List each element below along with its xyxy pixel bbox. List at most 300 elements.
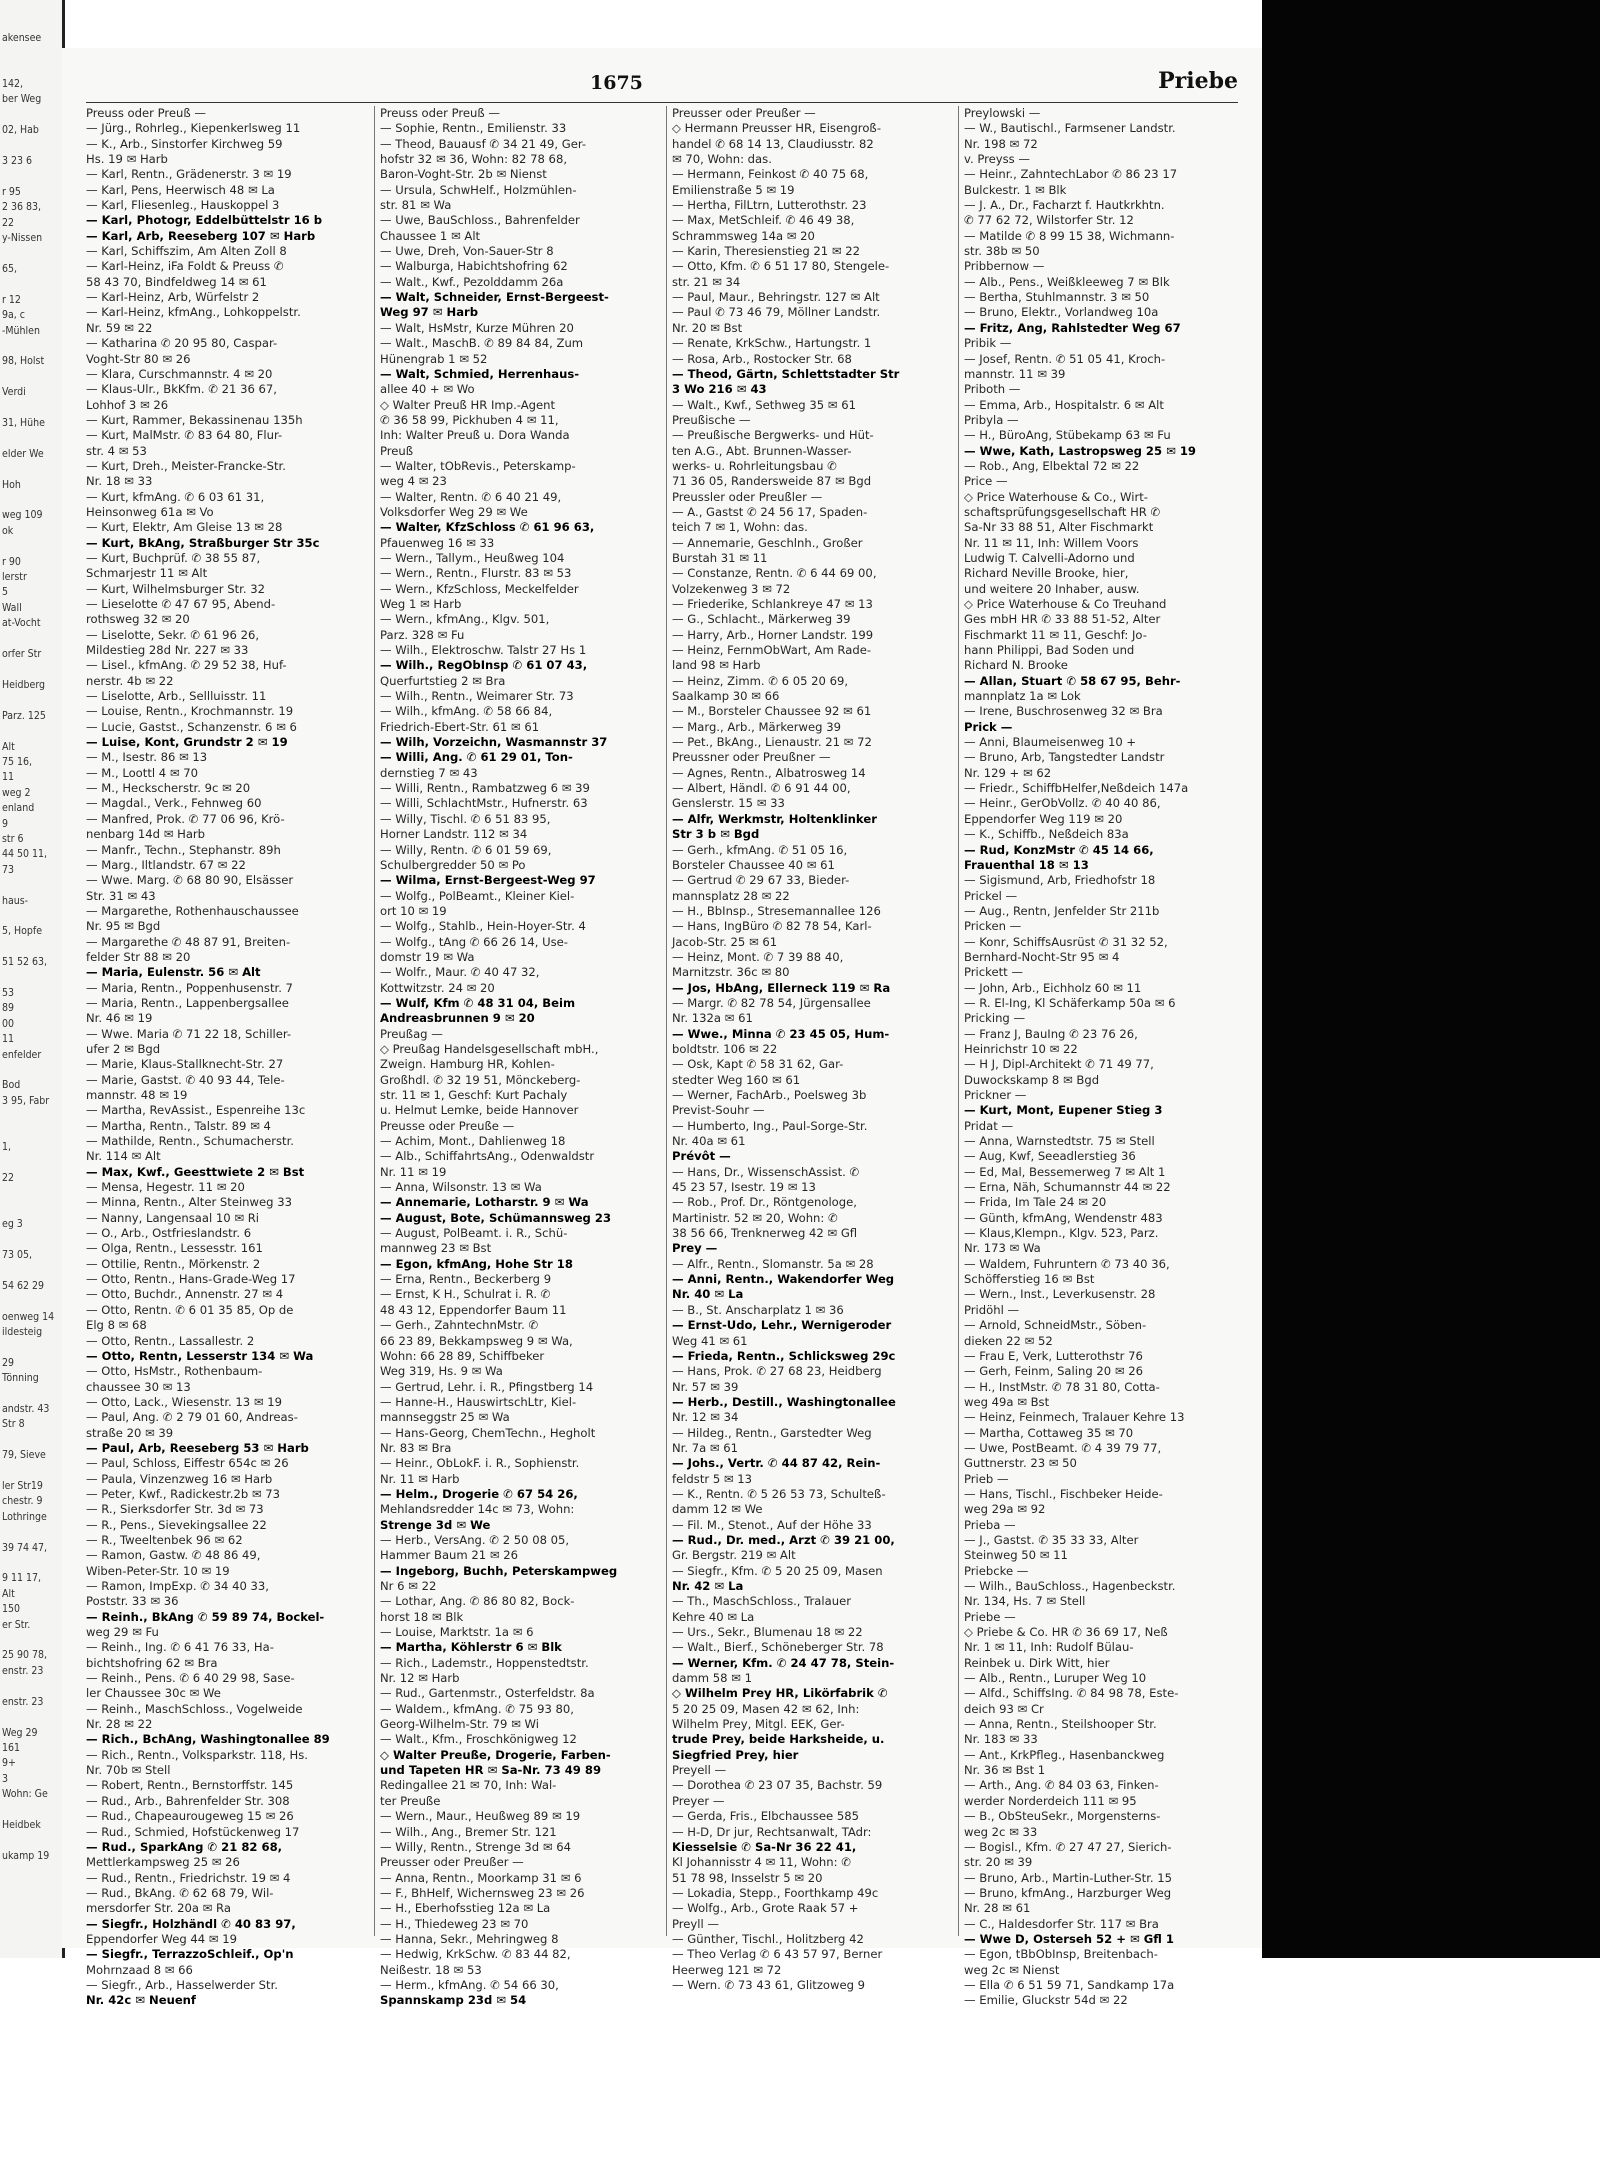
- directory-entry-line: — Walt., Bierf., Schöneberger Str. 78: [672, 1640, 884, 1655]
- directory-entry-line: — Frida, Im Tale 24 ✉ 20: [964, 1195, 1107, 1210]
- left-edge-fragment: y-Nissen: [2, 232, 43, 245]
- left-edge-fragment: -Mühlen: [2, 324, 40, 337]
- left-edge-fragment: 75 16,: [2, 755, 33, 768]
- directory-entry-line: ✉ 70, Wohn: das.: [672, 152, 772, 167]
- directory-entry-line: Schmarjestr 11 ✉ Alt: [86, 566, 208, 581]
- directory-entry-line: mannstr. 11 ✉ 39: [964, 366, 1066, 381]
- directory-entry-line: Kl Johannisstr 4 ✉ 11, Wohn: ✆: [672, 1855, 851, 1870]
- directory-entry-line: Preylowski —: [964, 106, 1041, 120]
- directory-entry-line: Hs. 19 ✉ Harb: [86, 152, 168, 167]
- directory-entry-line: mersdorfer Str. 20a ✉ Ra: [86, 1901, 231, 1916]
- directory-entry-line: — Egon, kfmAng, Hohe Str 18: [380, 1256, 573, 1271]
- directory-entry-line: — Lokadia, Stepp., Foorthkamp 49c: [672, 1885, 879, 1900]
- directory-entry-line: — Bruno, Elektr., Vorlandweg 10a: [964, 305, 1159, 320]
- directory-entry-line: Horner Landstr. 112 ✉ 34: [380, 827, 528, 842]
- directory-entry-line: Nr. 42 ✉ La: [672, 1579, 744, 1593]
- directory-entry-line: — Ingeborg, Buchh, Peterskampweg: [380, 1563, 618, 1578]
- directory-entry-line: — Willi, Ang. ✆ 61 29 01, Ton-: [380, 750, 573, 765]
- left-edge-fragment: [0, 1710, 62, 1725]
- left-edge-fragment: enstr. 23: [2, 1664, 44, 1677]
- directory-entry-line: — Franz J, BauIng ✆ 23 76 26,: [964, 1026, 1138, 1041]
- directory-entry-line: Nr. 18 ✉ 33: [86, 474, 153, 489]
- directory-entry-line: land 98 ✉ Harb: [672, 658, 761, 673]
- directory-entry-line: — Wolfg., PolBeamt., Kleiner Kiel-: [380, 888, 575, 903]
- directory-entry-line: — Jürg., Rohrleg., Kiepenkerlsweg 11: [86, 121, 301, 136]
- directory-entry-line: — Otto, Rentn, Lesserstr 134 ✉ Wa: [86, 1348, 314, 1363]
- directory-entry-line: — Friedr., SchiffbHelfer,Neßdeich 147a: [964, 781, 1189, 796]
- column-4: [964, 106, 1244, 2008]
- directory-entry-line: — Otto, Lack., Wiesenstr. 13 ✉ 19: [86, 1394, 283, 1409]
- directory-entry-line: — Ed, Mal, Bessemerweg 7 ✉ Alt 1: [964, 1164, 1166, 1179]
- directory-entry-line: Pridat —: [964, 1118, 1014, 1133]
- directory-entry-line: — Wulf, Kfm ✆ 48 31 04, Beim: [380, 995, 576, 1010]
- directory-entry-line: — Klaus-Ulr., BkKfm. ✆ 21 36 67,: [86, 382, 277, 397]
- left-edge-fragment: Heidberg: [2, 678, 46, 691]
- directory-entry-line: — Agnes, Rentn., Albatrosweg 14: [672, 765, 866, 780]
- left-edge-fragment: Str 8: [2, 1418, 25, 1431]
- directory-entry-line: werder Norderdeich 111 ✉ 95: [964, 1793, 1137, 1808]
- directory-entry-line: — Wolfg., Stahlb., Hein-Hoyer-Str. 4: [380, 919, 586, 934]
- directory-entry-line: — R., Tweeltenbek 96 ✉ 62: [86, 1532, 243, 1547]
- directory-entry-line: Zweign. Hamburg HR, Kohlen-: [380, 1057, 555, 1072]
- directory-entry-line: — Maria, Rentn., Poppenhusenstr. 7: [86, 980, 293, 995]
- directory-entry-line: — Nanny, Langensaal 10 ✉ Ri: [86, 1210, 260, 1225]
- directory-entry-line: 66 23 89, Bekkampsweg 9 ✉ Wa,: [380, 1333, 573, 1348]
- directory-entry-line: — Hanne-H., HauswirtschLtr, Kiel-: [380, 1394, 577, 1409]
- directory-entry-line: — Otto, Kfm. ✆ 6 51 17 80, Stengele-: [672, 259, 890, 274]
- directory-entry-line: — Bruno, Arb, Tangstedter Landstr: [964, 750, 1165, 765]
- directory-entry-line: Preußische —: [672, 412, 751, 427]
- directory-entry-line: — Johs., Vertr. ✆ 44 87 42, Rein-: [672, 1456, 881, 1471]
- directory-entry-line: — Rich., BchAng, Washingtonallee 89: [86, 1732, 330, 1747]
- directory-entry-line: — Heinr., ZahntechLabor ✆ 86 23 17: [964, 167, 1178, 182]
- directory-entry-line: Siegfried Prey, hier: [672, 1747, 799, 1762]
- left-edge-fragment: ukamp 19: [2, 1849, 50, 1862]
- directory-entry-line: — Humberto, Ing., Paul-Sorge-Str.: [672, 1118, 868, 1133]
- left-edge-fragment: Alt: [2, 740, 15, 753]
- directory-entry-line: — Ella ✆ 6 51 59 71, Sandkamp 17a: [964, 1977, 1175, 1992]
- directory-entry-line: — Helm., Drogerie ✆ 67 54 26,: [380, 1486, 578, 1501]
- left-edge-fragment: Tönning: [2, 1372, 39, 1385]
- directory-entry-line: — Karl, Fliesenleg., Hauskoppel 3: [86, 198, 280, 213]
- directory-entry-line: — Walburga, Habichtshofring 62: [380, 259, 568, 274]
- directory-entry-line: Baron-Voght-Str. 2b ✉ Nienst: [380, 167, 547, 182]
- left-edge-fragment: Heidbek: [2, 1818, 41, 1831]
- directory-entry-line: 58 43 70, Bindfeldweg 14 ✉ 61: [86, 274, 267, 289]
- directory-entry-line: Heinrichstr 10 ✉ 22: [964, 1041, 1078, 1056]
- left-edge-fragment: [0, 1263, 62, 1278]
- directory-entry-line: — Aug, Kwf, Seeadlerstieg 36: [964, 1149, 1136, 1164]
- directory-entry-line: — J. A., Dr., Facharzt f. Hautkrkhtn.: [964, 198, 1165, 213]
- directory-entry-line: mannsplatz 28 ✉ 22: [672, 888, 790, 903]
- directory-entry-line: Bernhard-Nocht-Str 95 ✉ 4: [964, 949, 1120, 964]
- directory-entry-line: Lohhof 3 ✉ 26: [86, 397, 169, 412]
- directory-entry-line: Nr. 36 ✉ Bst 1: [964, 1763, 1046, 1778]
- left-edge-fragment: 9+: [2, 1757, 16, 1770]
- directory-entry-line: ✆ 36 58 99, Pickhuben 4 ✉ 11,: [380, 412, 559, 427]
- directory-entry-line: — Wolfg., Arb., Grote Raak 57 +: [672, 1901, 859, 1916]
- directory-entry-line: — O., Arb., Ostfrieslandstr. 6: [86, 1226, 252, 1241]
- directory-entry-line: domstr 19 ✉ Wa: [380, 949, 475, 964]
- directory-entry-line: hofstr 32 ✉ 36, Wohn: 82 78 68,: [380, 152, 567, 167]
- directory-entry-line: Inh: Walter Preuß u. Dora Wanda: [380, 428, 570, 443]
- directory-entry-line: Nr. 83 ✉ Bra: [380, 1440, 452, 1455]
- left-edge-fragment: enstr. 23: [2, 1695, 44, 1708]
- left-edge-fragment: eg 3: [2, 1218, 23, 1231]
- left-edge-fragment: [0, 878, 62, 893]
- directory-entry-line: — Ramon, Gastw. ✆ 48 86 49,: [86, 1548, 261, 1563]
- directory-entry-line: Volksdorfer Weg 29 ✉ We: [380, 504, 528, 519]
- directory-entry-line: — Wern. ✆ 73 43 61, Glitzoweg 9: [672, 1977, 866, 1992]
- directory-entry-line: — M., Borsteler Chaussee 92 ✉ 61: [672, 704, 872, 719]
- left-edge-fragment: [0, 339, 62, 354]
- directory-entry-line: — Preußische Bergwerks- und Hüt-: [672, 428, 874, 443]
- directory-entry-line: — Irene, Buschrosenweg 32 ✉ Bra: [964, 704, 1163, 719]
- left-edge-fragment: 44 50 11,: [2, 848, 48, 861]
- directory-entry-line: — Uwe, Dreh, Von-Sauer-Str 8: [380, 244, 554, 259]
- directory-entry-line: — Rud., Arb., Bahrenfelder Str. 308: [86, 1793, 290, 1808]
- directory-entry-line: Mettlerkampsweg 25 ✉ 26: [86, 1855, 240, 1870]
- directory-entry-line: horst 18 ✉ Blk: [380, 1609, 464, 1624]
- directory-entry-line: — Wilma, Ernst-Bergeest-Weg 97: [380, 873, 596, 888]
- directory-entry-line: Strenge 3d ✉ We: [380, 1517, 491, 1532]
- left-edge-fragment: 79, Sieve: [2, 1449, 46, 1462]
- directory-entry-line: — Rud., Chapeaurougeweg 15 ✉ 26: [86, 1809, 294, 1824]
- directory-entry-line: — Ursula, SchwHelf., Holzmühlen-: [380, 182, 577, 197]
- left-edge-fragment: [0, 277, 62, 292]
- directory-entry-line: — Robert, Rentn., Bernstorffstr. 145: [86, 1778, 294, 1793]
- directory-entry-line: — Rich., Rentn., Volksparkstr. 118, Hs.: [86, 1747, 308, 1762]
- directory-entry-line: — Anna, Warnstedtstr. 75 ✉ Stell: [964, 1134, 1155, 1149]
- directory-entry-line: — Fritz, Ang, Rahlstedter Weg 67: [964, 320, 1181, 335]
- directory-entry-line: — Albert, Händl. ✆ 6 91 44 00,: [672, 781, 851, 796]
- directory-entry-line: — Hildeg., Rentn., Garstedter Weg: [672, 1425, 872, 1440]
- directory-entry-line: Preußag —: [380, 1026, 443, 1041]
- directory-entry-line: Querfurtstieg 2 ✉ Bra: [380, 673, 506, 688]
- page-header: [62, 58, 1262, 98]
- directory-entry-line: — Rosa, Arb., Rostocker Str. 68: [672, 351, 852, 366]
- left-edge-fragment: [0, 1340, 62, 1355]
- left-edge-fragment: ok: [2, 524, 14, 537]
- directory-entry-line: — Allan, Stuart ✆ 58 67 95, Behr-: [964, 673, 1181, 688]
- directory-entry-line: Redingallee 21 ✉ 70, Inh: Wal-: [380, 1778, 557, 1793]
- directory-entry-line: — Wern., KfzSchloss, Meckelfelder: [380, 581, 579, 596]
- directory-entry-line: Weg 41 ✉ 61: [672, 1333, 748, 1348]
- directory-entry-line: — Sophie, Rentn., Emilienstr. 33: [380, 121, 567, 136]
- directory-entry-line: — Frau E, Verk, Lutterothstr 76: [964, 1348, 1143, 1363]
- column-divider: [958, 106, 959, 1936]
- directory-entry-line: — Theod, Gärtn, Schlettstadter Str: [672, 366, 900, 381]
- directory-entry-line: — Urs., Sekr., Blumenau 18 ✉ 22: [672, 1625, 863, 1640]
- directory-entry-line: — Willy, Rentn., Strenge 3d ✉ 64: [380, 1839, 571, 1854]
- left-edge-fragment: [0, 0, 62, 15]
- directory-entry-line: Pridöhl —: [964, 1302, 1020, 1317]
- directory-entry-line: Wohn: 66 28 89, Schiffbeker: [380, 1348, 545, 1363]
- directory-entry-line: werks- u. Rohrleitungsbau ✆: [672, 458, 837, 473]
- scan-margin-bottom: [1262, 1958, 1600, 2177]
- left-edge-fragment: ildesteig: [2, 1325, 43, 1338]
- directory-entry-line: Preussler oder Preußler —: [672, 489, 823, 504]
- directory-entry-line: — Wilh., BauSchloss., Hagenbeckstr.: [964, 1579, 1176, 1593]
- header-rule: [86, 102, 1238, 103]
- directory-entry-line: — Herb., Destill., Washingtonallee: [672, 1394, 896, 1409]
- left-edge-fragment: elder We: [2, 447, 44, 460]
- left-edge-fragment: 9a, c: [2, 309, 25, 322]
- directory-entry-line: Chaussee 1 ✉ Alt: [380, 228, 481, 243]
- left-page-edge: [0, 0, 65, 1958]
- directory-entry-line: Eppendorfer Weg 44 ✉ 19: [86, 1931, 237, 1946]
- left-edge-fragment: ler Str19: [2, 1480, 43, 1492]
- left-edge-fragment: 25 90 78,: [2, 1649, 48, 1662]
- directory-entry-line: Nr. 20 ✉ Bst: [672, 320, 743, 335]
- directory-entry-line: Andreasbrunnen 9 ✉ 20: [380, 1011, 535, 1026]
- directory-entry-line: — Manfred, Prok. ✆ 77 06 96, Krö-: [86, 811, 285, 826]
- directory-entry-line: ufer 2 ✉ Bgd: [86, 1041, 161, 1056]
- directory-entry-line: — Gerda, Fris., Elbchaussee 585: [672, 1809, 859, 1824]
- directory-entry-line: — Bertha, Stuhlmannstr. 3 ✉ 50: [964, 290, 1150, 305]
- left-edge-fragment: [0, 940, 62, 955]
- left-edge-fragment: er Str.: [2, 1618, 31, 1631]
- left-edge-fragment: 22: [2, 216, 15, 229]
- directory-entry-line: — Kurt, MalMstr. ✆ 83 64 80, Flur-: [86, 428, 283, 443]
- directory-entry-line: Price —: [964, 474, 1008, 489]
- directory-entry-line: — Liselotte, Arb., Sellluisstr. 11: [86, 689, 267, 704]
- directory-entry-line: — Karin, Theresienstieg 21 ✉ 22: [672, 244, 861, 259]
- directory-entry-line: Ges mbH HR ✆ 33 88 51-52, Alter: [964, 612, 1161, 627]
- directory-entry-line: Prickett —: [964, 965, 1023, 980]
- directory-entry-line: — Harry, Arb., Horner Landstr. 199: [672, 627, 874, 642]
- directory-entry-line: Reinbek u. Dirk Witt, hier: [964, 1655, 1110, 1670]
- directory-entry-line: — Paul, Ang. ✆ 2 79 01 60, Andreas-: [86, 1410, 298, 1425]
- directory-entry-line: str. 4 ✉ 53: [86, 443, 147, 458]
- left-edge-fragment: [0, 1109, 62, 1124]
- left-edge-fragment: [0, 539, 62, 554]
- left-edge-fragment: r 12: [2, 293, 21, 306]
- directory-entry-line: — Emilie, Gluckstr 54d ✉ 22: [964, 1993, 1128, 2008]
- left-edge-fragment: [0, 1433, 62, 1448]
- directory-entry-line: — Arth., Ang. ✆ 84 03 63, Finken-: [964, 1778, 1159, 1793]
- directory-entry-line: — Bruno, kfmAng., Harzburger Weg: [964, 1885, 1172, 1900]
- directory-entry-line: — Günth, kfmAng, Wendenstr 483: [964, 1210, 1163, 1225]
- directory-entry-line: Wilhelm Prey, Mitgl. EEK, Ger-: [672, 1717, 845, 1732]
- directory-entry-line: mannseggstr 25 ✉ Wa: [380, 1410, 510, 1425]
- directory-entry-line: Pricking —: [964, 1011, 1026, 1026]
- directory-entry-line: — Marie, Klaus-Stallknecht-Str. 27: [86, 1057, 284, 1072]
- directory-entry-line: — Kurt, kfmAng. ✆ 6 03 61 31,: [86, 489, 265, 504]
- left-edge-fragment: 3: [2, 1772, 9, 1785]
- directory-entry-line: — Waldem., kfmAng. ✆ 75 93 80,: [380, 1701, 574, 1716]
- directory-entry-line: Schrammsweg 14a ✉ 20: [672, 228, 815, 243]
- directory-entry-line: — Walt, Schneider, Ernst-Bergeest-: [380, 290, 609, 305]
- left-edge-fragment: [0, 62, 62, 77]
- directory-entry-line: Pfauenweg 16 ✉ 33: [380, 535, 495, 550]
- directory-entry-line: ◇ Walter Preuß HR Imp.-Agent: [380, 397, 556, 412]
- left-edge-fragment: Hoh: [2, 478, 21, 491]
- directory-entry-line: schaftsprüfungsgesellschaft HR ✆: [964, 504, 1161, 519]
- left-edge-fragment: 1,: [2, 1141, 12, 1154]
- directory-entry-line: — Walt, Schmied, Herrenhaus-: [380, 366, 580, 381]
- directory-entry-line: Weg 97 ✉ Harb: [380, 305, 479, 320]
- left-edge-fragment: [0, 1202, 62, 1217]
- directory-entry-line: — J., Gastst. ✆ 35 33 33, Alter: [964, 1532, 1139, 1547]
- left-edge-fragment: 142,: [2, 78, 24, 91]
- directory-entry-line: Heinsonweg 61a ✉ Vo: [86, 504, 214, 519]
- directory-entry-line: — Ant., KrkPfleg., Hasenbanckweg: [964, 1747, 1165, 1762]
- directory-entry-line: Pribyla —: [964, 412, 1019, 427]
- directory-entry-line: Burstah 31 ✉ 11: [672, 550, 768, 565]
- directory-entry-line: weg 2c ✉ 33: [964, 1824, 1038, 1839]
- directory-entry-line: — C., Haldesdorfer Str. 117 ✉ Bra: [964, 1916, 1159, 1931]
- directory-entry-line: — Wern., Rentn., Flurstr. 83 ✉ 53: [380, 566, 572, 581]
- directory-entry-line: — Otto, Rentn., Lassallestr. 2: [86, 1333, 255, 1348]
- left-edge-fragment: Bod: [2, 1079, 21, 1092]
- left-edge-fragment: 53: [2, 987, 15, 999]
- directory-entry-line: — Herb., VersAng. ✆ 2 50 08 05,: [380, 1532, 570, 1547]
- directory-entry-line: — Bogisl., Kfm. ✆ 27 47 27, Sierich-: [964, 1839, 1172, 1854]
- directory-entry-line: — Liselotte, Sekr. ✆ 61 96 26,: [86, 627, 260, 642]
- directory-entry-line: str. 21 ✉ 34: [672, 274, 741, 289]
- directory-entry-line: Guttnerstr. 23 ✉ 50: [964, 1456, 1077, 1471]
- left-edge-fragment: 3 95, Fabr: [2, 1094, 50, 1107]
- directory-entry-line: 38 56 66, Trenknerweg 42 ✉ Gfl: [672, 1226, 858, 1241]
- directory-entry-line: Pricken —: [964, 919, 1022, 934]
- left-edge-fragment: [0, 247, 62, 262]
- left-edge-fragment: 11: [2, 771, 15, 784]
- directory-entry-line: — Manfr., Techn., Stephanstr. 89h: [86, 842, 281, 857]
- directory-entry-line: Nr. 70b ✉ Stell: [86, 1763, 171, 1778]
- directory-entry-line: Volzekenweg 3 ✉ 72: [672, 581, 791, 596]
- directory-entry-line: — H-D, Dr jur, Rechtsanwalt, TAdr:: [672, 1824, 872, 1839]
- directory-entry-line: — Reinh., MaschSchloss., Vogelweide: [86, 1701, 303, 1716]
- left-edge-fragment: 73: [2, 863, 15, 876]
- left-edge-fragment: [0, 632, 62, 647]
- left-edge-fragment: 89: [2, 1002, 15, 1015]
- directory-entry-line: — Rud., Dr. med., Arzt ✆ 39 21 00,: [672, 1532, 895, 1547]
- directory-entry-line: — Willi, Rentn., Rambatzweg 6 ✉ 39: [380, 781, 590, 796]
- directory-entry-line: Preuss oder Preuß —: [380, 106, 500, 120]
- directory-entry-line: rothsweg 32 ✉ 20: [86, 612, 190, 627]
- directory-entry-line: Richard Neville Brooke, hier,: [964, 566, 1129, 581]
- directory-entry-line: Prickel —: [964, 888, 1018, 903]
- page-number: 1675: [590, 72, 643, 94]
- directory-entry-line: — Anni, Rentn., Wakendorfer Weg: [672, 1272, 895, 1287]
- directory-entry-line: — Karl-Heinz, Arb, Würfelstr 2: [86, 290, 260, 305]
- directory-entry-line: — Lieselotte ✆ 47 67 95, Abend-: [86, 597, 276, 611]
- directory-entry-line: dernstieg 7 ✉ 43: [380, 765, 478, 780]
- directory-entry-line: Emilienstraße 5 ✉ 19: [672, 182, 795, 197]
- left-edge-fragment: 00: [2, 1017, 15, 1030]
- directory-entry-line: — Wern., kfmAng., Klgv. 501,: [380, 612, 550, 627]
- directory-page: [62, 48, 1262, 2008]
- left-edge-fragment: [0, 139, 62, 154]
- directory-entry-line: — August, PolBeamt. i. R., Schü-: [380, 1226, 568, 1241]
- directory-entry-line: — Paul, Schloss, Eiffestr 654c ✉ 26: [86, 1456, 289, 1471]
- directory-entry-line: — Achim, Mont., Dahlienweg 18: [380, 1134, 566, 1149]
- directory-entry-line: — Marg., Arb., Märkerweg 39: [672, 719, 841, 734]
- directory-entry-line: — Herm., kfmAng. ✆ 54 66 30,: [380, 1977, 559, 1992]
- directory-entry-line: Nr. 42c ✉ Neuenf: [86, 1993, 196, 2008]
- left-edge-fragment: [0, 401, 62, 416]
- left-edge-fragment: Alt: [2, 1587, 15, 1600]
- directory-entry-line: — Wern., Tallym., Heußweg 104: [380, 550, 565, 565]
- directory-entry-line: — Walt., MaschB. ✆ 89 84 84, Zum: [380, 336, 584, 351]
- directory-entry-line: — M., Heckscherstr. 9c ✉ 20: [86, 781, 251, 796]
- left-edge-fragment: Lothringe: [2, 1510, 47, 1523]
- directory-entry-line: — W., Bautischl., Farmsener Landstr.: [964, 121, 1176, 136]
- directory-entry-line: — Hans, Tischl., Fischbeker Heide-: [964, 1486, 1163, 1501]
- directory-entry-line: — Sigismund, Arb, Friedhofstr 18: [964, 873, 1156, 888]
- directory-entry-line: weg 29a ✉ 92: [964, 1502, 1046, 1517]
- directory-entry-line: Pribik —: [964, 336, 1012, 351]
- directory-entry-line: — Katharina ✆ 20 95 80, Caspar-: [86, 336, 278, 351]
- directory-entry-line: — Klaus,Klempn., Klgv. 523, Parz.: [964, 1226, 1159, 1241]
- directory-entry-line: — Klara, Curschmannstr. 4 ✉ 20: [86, 366, 273, 381]
- directory-entry-line: Richard N. Brooke: [964, 658, 1068, 673]
- directory-entry-line: — Kurt, Wilhelmsburger Str. 32: [86, 581, 265, 596]
- directory-entry-line: Großhdl. ✆ 32 19 51, Mönckeberg-: [380, 1072, 581, 1087]
- directory-entry-line: Hammer Baum 21 ✉ 26: [380, 1548, 518, 1563]
- directory-entry-line: Priebe —: [964, 1609, 1016, 1624]
- directory-entry-line: — Mathilde, Rentn., Schumacherstr.: [86, 1134, 294, 1149]
- directory-entry-line: — Wilh, Vorzeichn, Wasmannstr 37: [380, 735, 608, 750]
- left-edge-fragment: [0, 1833, 62, 1848]
- left-edge-fragment: 39 74 47,: [2, 1541, 48, 1554]
- directory-entry-line: — Walt, HsMstr, Kurze Mühren 20: [380, 320, 574, 335]
- directory-entry-line: — Wwe., Minna ✆ 23 45 05, Hum-: [672, 1026, 890, 1041]
- directory-entry-line: u. Helmut Lemke, beide Hannover: [380, 1103, 579, 1118]
- left-edge-fragment: [0, 1233, 62, 1248]
- directory-entry-line: — Karl, Pens, Heerwisch 48 ✉ La: [86, 182, 275, 197]
- left-edge-fragment: 98, Holst: [2, 355, 45, 368]
- directory-entry-line: Preusser oder Preußer —: [672, 106, 816, 120]
- directory-entry-line: Bulckestr. 1 ✉ Blk: [964, 182, 1067, 197]
- column-divider: [666, 106, 667, 1936]
- directory-entry-line: — Bruno, Arb., Martin-Luther-Str. 15: [964, 1870, 1173, 1885]
- left-edge-fragment: [0, 1679, 62, 1694]
- directory-entry-line: str. 11 ✉ 1, Geschf: Kurt Pachaly: [380, 1088, 568, 1102]
- directory-entry-line: — H., BüroAng, Stübekamp 63 ✉ Fu: [964, 428, 1171, 443]
- left-edge-fragment: 51 52 63,: [2, 956, 48, 969]
- directory-entry-line: — Willy, Tischl. ✆ 6 51 83 95,: [380, 811, 551, 826]
- left-edge-fragment: [0, 15, 62, 30]
- directory-entry-line: — Theod, Bauausf ✆ 34 21 49, Ger-: [380, 136, 587, 151]
- directory-entry-line: — Martha, Köhlerstr 6 ✉ Blk: [380, 1640, 562, 1655]
- left-edge-fragment: enfelder: [2, 1048, 42, 1061]
- directory-entry-line: Nr. 12 ✉ 34: [672, 1410, 739, 1425]
- directory-entry-line: — Max, Kwf., Geesttwiete 2 ✉ Bst: [86, 1164, 305, 1179]
- directory-entry-line: Priebcke —: [964, 1563, 1029, 1578]
- left-edge-fragment: 9: [2, 817, 9, 830]
- left-edge-fragment: [0, 1556, 62, 1571]
- directory-entry-line: Nr. 40 ✉ La: [672, 1287, 744, 1302]
- directory-entry-line: Neißestr. 18 ✉ 53: [380, 1962, 482, 1977]
- directory-entry-line: — Rud., Rentn., Friedrichstr. 19 ✉ 4: [86, 1870, 291, 1885]
- directory-entry-line: — K., Arb., Sinstorfer Kirchweg 59: [86, 136, 283, 151]
- directory-entry-line: Prickner —: [964, 1088, 1027, 1102]
- directory-entry-line: mannweg 23 ✉ Bst: [380, 1241, 492, 1256]
- directory-entry-line: — Friederike, Schlankreye 47 ✉ 13: [672, 597, 873, 611]
- directory-entry-line: — John, Arb., Eichholz 60 ✉ 11: [964, 980, 1142, 995]
- left-edge-fragment: enland: [2, 802, 35, 815]
- directory-entry-line: — Mensa, Hegestr. 11 ✉ 20: [86, 1180, 245, 1195]
- directory-entry-line: Prieb —: [964, 1471, 1009, 1486]
- directory-entry-line: weg 29 ✉ Fu: [86, 1625, 159, 1640]
- left-edge-fragment: [0, 1633, 62, 1648]
- directory-entry-line: — Alb., Pens., Weißkleeweg 7 ✉ Blk: [964, 274, 1170, 289]
- left-edge-fragment: [0, 431, 62, 446]
- column-divider: [374, 106, 375, 1936]
- directory-entry-line: — A., Gastst ✆ 24 56 17, Spaden-: [672, 504, 868, 519]
